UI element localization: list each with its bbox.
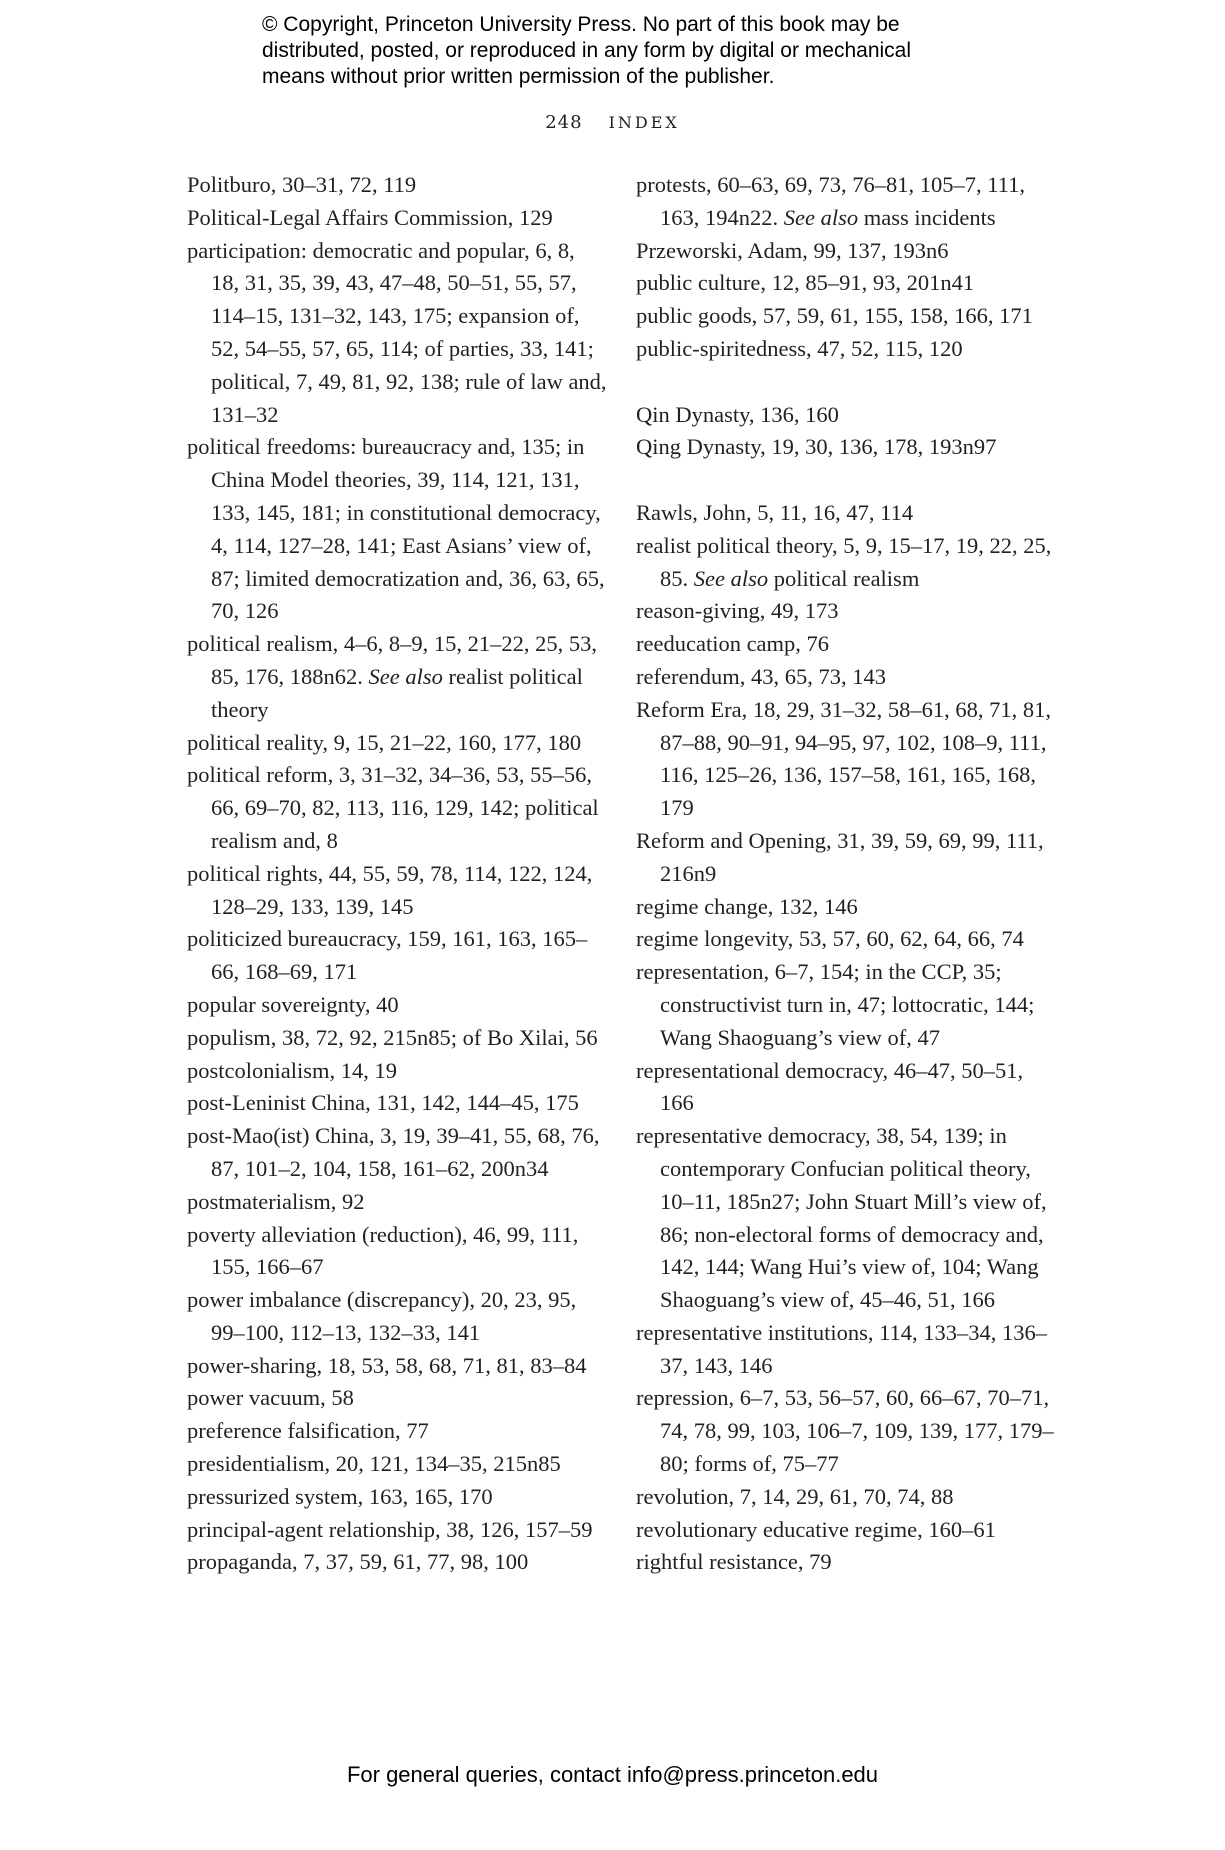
see-also-label: See also	[693, 565, 769, 591]
index-entry-text: referendum, 43, 65, 73, 143	[636, 663, 886, 689]
index-entry	[636, 399, 1056, 432]
index-entry-text: public goods, 57, 59, 61, 155, 158, 166, 171	[636, 303, 1033, 329]
index-entry-text: postmaterialism, 92	[187, 1188, 365, 1214]
index-entry-text: Reform Era, 18, 29, 31–32, 58–61, 68, 71, 81, 87–88, 90–91, 94–95, 97, 102, 108–9, 111, 116, 125–26, 136, 157–58, 161, 165, 168, 179	[636, 696, 1051, 821]
see-also-target: realist political theory	[211, 663, 583, 722]
index-entry	[187, 431, 607, 628]
index-entry	[636, 1055, 1056, 1121]
index-entry-text: regime change, 132, 146	[636, 893, 858, 919]
copyright-notice: © Copyright, Princeton University Press. No part of this book may be distributed, posted, or reproduced in any form by digital or mechanical means without prior written permission of the publisher.	[262, 13, 912, 88]
running-head	[0, 112, 1225, 133]
index-entry-text: revolutionary educative regime, 160–61	[636, 1516, 996, 1542]
index-column-left	[187, 169, 607, 1579]
index-entry	[187, 1546, 607, 1579]
section-title: INDEX	[608, 113, 680, 132]
index-entry-text: public culture, 12, 85–91, 93, 201n41	[636, 270, 975, 296]
index-entry-text: representational democracy, 46–47, 50–51, 166	[636, 1057, 1024, 1116]
index-entry-text: Politburo, 30–31, 72, 119	[187, 172, 417, 197]
index-column-right	[636, 169, 1056, 1579]
page-number: 248	[545, 112, 583, 133]
index-entry-text: political reform, 3, 31–32, 34–36, 53, 55–56, 66, 69–70, 82, 113, 116, 129, 142; political realism and, 8	[187, 762, 599, 853]
index-entry	[636, 333, 1056, 366]
index-entry	[636, 595, 1056, 628]
index-entry-text: reason-giving, 49, 173	[636, 598, 839, 624]
index-entry	[636, 1120, 1056, 1317]
index-entry	[187, 1481, 607, 1514]
index-entry-text: public-spiritedness, 47, 52, 115, 120	[636, 335, 963, 361]
index-entry-text: regime longevity, 53, 57, 60, 62, 64, 66, 74	[636, 926, 1024, 952]
index-entry-text: populism, 38, 72, 92, 215n85; of Bo Xilai, 56	[187, 1024, 598, 1050]
index-entry-text: political realism, 4–6, 8–9, 15, 21–22, 25, 53, 85, 176, 188n62.	[187, 631, 597, 689]
index-entry-text: post-Mao(ist) China, 3, 19, 39–41, 55, 68, 76, 87, 101–2, 104, 158, 161–62, 200n34	[187, 1123, 600, 1181]
index-entry	[636, 1317, 1056, 1383]
index-entry	[636, 235, 1056, 268]
index-entry-text: preference falsification, 77	[187, 1418, 429, 1444]
index-entry-text: Qing Dynasty, 19, 30, 136, 178, 193n97	[636, 434, 997, 460]
index-entry-text: presidentialism, 20, 121, 134–35, 215n85	[187, 1451, 561, 1477]
index-entry	[187, 989, 607, 1022]
index-entry-text: representation, 6–7, 154; in the CCP, 35; constructivist turn in, 47; lottocratic, 144; Wang Shaoguang’s view of, 47	[636, 959, 1035, 1050]
index-entry-text: Reform and Opening, 31, 39, 59, 69, 99, 111, 216n9	[636, 827, 1044, 886]
index-entry-text: principal-agent relationship, 38, 126, 157–59	[187, 1516, 593, 1542]
index-entry	[187, 1284, 607, 1350]
index-entry-text: realist political theory, 5, 9, 15–17, 19, 22, 25, 85.	[636, 532, 1052, 591]
index-entry	[636, 661, 1056, 694]
footer-contact: For general queries, contact info@press.princeton.edu	[346, 1762, 879, 1787]
index-entry-text: revolution, 7, 14, 29, 61, 70, 74, 88	[636, 1483, 954, 1509]
index-entry-text: reeducation camp, 76	[636, 631, 830, 657]
see-also-label: See also	[783, 204, 859, 230]
index-entry	[187, 727, 607, 760]
index-entry	[187, 1415, 607, 1448]
index-entry	[636, 530, 1056, 596]
index-entry-text: protests, 60–63, 69, 73, 76–81, 105–7, 111, 163, 194n22.	[636, 172, 1025, 230]
index-entry-text: participation: democratic and popular, 6, 8, 18, 31, 35, 39, 43, 47–48, 50–51, 55, 57, 114–15, 131–32, 143, 175; expansion of, 52, 54–55, 57, 65, 114; of parties, 33, 141; political, 7, 49, 81, 92, 138; rule of law and, 131–32	[187, 237, 607, 427]
index-entry-text: repression, 6–7, 53, 56–57, 60, 66–67, 70–71, 74, 78, 99, 103, 106–7, 109, 139, 177, 179–80; forms of, 75–77	[636, 1385, 1054, 1477]
index-entry	[187, 1382, 607, 1415]
index-entry	[636, 923, 1056, 956]
index-entry-text: power-sharing, 18, 53, 58, 68, 71, 81, 83–84	[187, 1352, 587, 1378]
see-also-label: See also	[368, 663, 443, 689]
index-entry	[636, 300, 1056, 333]
index-entry-text: politicized bureaucracy, 159, 161, 163, 165–66, 168–69, 171	[187, 926, 588, 985]
index-entry	[187, 628, 607, 726]
index-entry	[187, 858, 607, 924]
index-entry	[636, 169, 1056, 235]
index-entry-text: propaganda, 7, 37, 59, 61, 77, 98, 100	[187, 1549, 529, 1575]
index-entry-text: power vacuum, 58	[187, 1385, 354, 1411]
index-entry-text: political freedoms: bureaucracy and, 135; in China Model theories, 39, 114, 121, 131, 133, 145, 181; in constitutional democracy, 4, 114, 127–28, 141; East Asians’ view of, 87; limited democratization and, 36, 63, 65, 70, 126	[187, 434, 605, 624]
index-entry	[187, 1087, 607, 1120]
index-entry-text: pressurized system, 163, 165, 170	[187, 1483, 493, 1509]
index-entry-text: political reality, 9, 15, 21–22, 160, 177, 180	[187, 729, 582, 755]
index-entry	[187, 202, 607, 235]
index-entry	[636, 694, 1056, 825]
index-entry	[187, 1186, 607, 1219]
index-entry-text: Rawls, John, 5, 11, 16, 47, 114	[636, 499, 914, 525]
index-entry-text: Qin Dynasty, 136, 160	[636, 401, 839, 427]
index-entry	[187, 1055, 607, 1088]
index-entry-text: power imbalance (discrepancy), 20, 23, 95, 99–100, 112–13, 132–33, 141	[187, 1287, 577, 1345]
index-entry-text: poverty alleviation (reduction), 46, 99, 111, 155, 166–67	[187, 1221, 579, 1280]
index-entry	[187, 1514, 607, 1547]
index-entry-text: rightful resistance, 79	[636, 1549, 832, 1575]
index-entry	[636, 825, 1056, 891]
index-entry-text: Przeworski, Adam, 99, 137, 193n6	[636, 237, 949, 263]
index-entry-text: political rights, 44, 55, 59, 78, 114, 122, 124, 128–29, 133, 139, 145	[187, 860, 593, 919]
index-entry	[636, 628, 1056, 661]
index-entry	[187, 1120, 607, 1186]
index-entry	[187, 923, 607, 989]
index-entry-text: Political-Legal Affairs Commission, 129	[187, 204, 553, 230]
index-entry	[636, 1481, 1056, 1514]
index-entry	[187, 1022, 607, 1055]
index-entry-text: representative institutions, 114, 133–34, 136–37, 143, 146	[636, 1319, 1047, 1378]
index-entry	[636, 956, 1056, 1054]
index-entry	[187, 1448, 607, 1481]
index-entry	[187, 1350, 607, 1383]
index-entry	[636, 497, 1056, 530]
index-entry	[636, 1514, 1056, 1547]
index-entry	[636, 1382, 1056, 1480]
index-entry	[187, 1219, 607, 1285]
see-also-target: political realism	[768, 565, 920, 591]
index-entry	[636, 431, 1056, 464]
index-entry-text: representative democracy, 38, 54, 139; in contemporary Confucian political theory, 10–11, 185n27; John Stuart Mill’s view of, 86; non-electoral forms of democracy and, 142, 144; Wang Hui’s view of, 104; Wang Shaoguang’s view of, 45–46, 51, 166	[636, 1123, 1047, 1313]
index-entry	[636, 891, 1056, 924]
index-entry	[187, 235, 607, 432]
index-entry-text: post-Leninist China, 131, 142, 144–45, 175	[187, 1090, 579, 1116]
index-entry	[636, 1546, 1056, 1579]
index-entry	[636, 267, 1056, 300]
index-entry-text: popular sovereignty, 40	[187, 991, 399, 1017]
see-also-target: mass incidents	[858, 204, 996, 230]
index-entry	[187, 759, 607, 857]
index-entry	[187, 169, 607, 202]
index-entry-text: postcolonialism, 14, 19	[187, 1057, 397, 1083]
